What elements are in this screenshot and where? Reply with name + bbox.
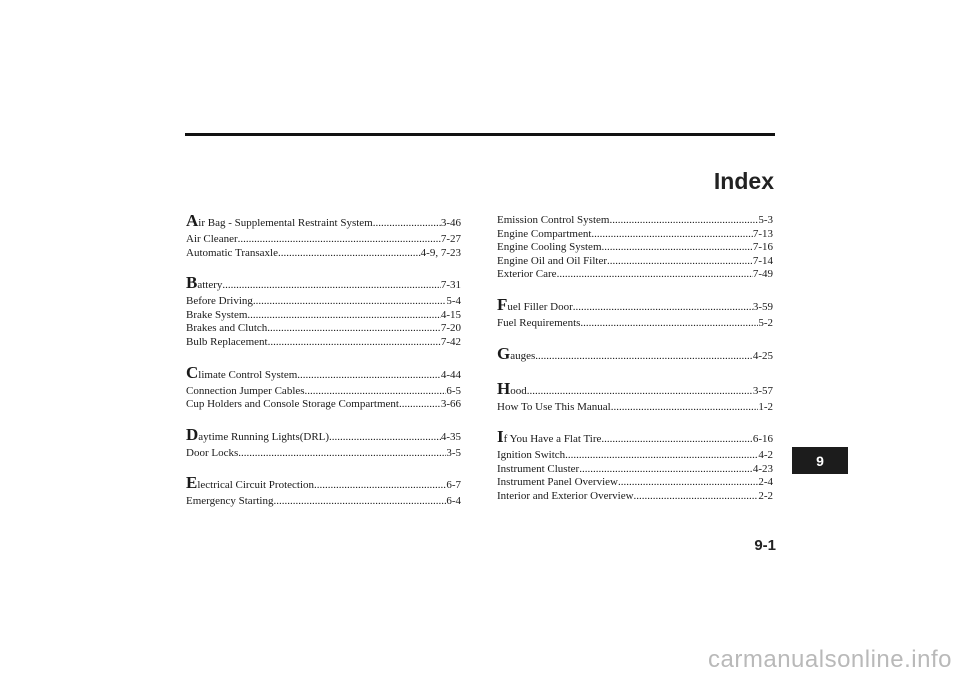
index-entry-page: 5-3: [758, 214, 773, 226]
index-entry-text: ood: [510, 384, 527, 397]
index-entry-text: How To Use This Manual: [497, 400, 611, 413]
page-number: 9-1: [754, 537, 776, 554]
index-entry-page: 4-15: [440, 308, 461, 321]
index-entry-text: Emission Control System: [497, 214, 610, 226]
index-group: [497, 427, 773, 503]
leader-dots: [611, 401, 759, 415]
index-group: [497, 343, 773, 366]
index-entry-page: 4-25: [752, 349, 773, 362]
index-entry-page: 7-49: [752, 268, 773, 281]
index-letter: D: [186, 424, 199, 444]
index-group: [497, 214, 773, 282]
index-entry-label: [497, 463, 579, 477]
watermark-text: carmanualsonline.info: [708, 646, 952, 673]
index-entry-label: [497, 343, 536, 366]
index-letter: B: [186, 273, 198, 293]
index-entry-text: Instrument Panel Overview: [497, 476, 618, 489]
index-letter: F: [497, 294, 508, 314]
leader-dots: [273, 495, 446, 509]
index-entry[interactable]: [497, 241, 773, 255]
index-letter: E: [186, 473, 198, 493]
index-entry-page: 6-5: [446, 384, 461, 397]
index-entry-text: Brake System: [186, 308, 248, 321]
index-entry[interactable]: [497, 449, 773, 463]
leader-dots: [268, 336, 441, 350]
index-entry-text: Instrument Cluster: [497, 462, 580, 475]
index-entry[interactable]: [186, 322, 461, 336]
index-entry-label: [497, 228, 591, 242]
leader-dots: [314, 476, 446, 495]
leader-dots: [247, 309, 440, 323]
index-entry[interactable]: [497, 463, 773, 477]
index-entry-label: [186, 295, 253, 309]
index-entry-text: Before Driving: [186, 295, 253, 308]
index-entry[interactable]: [186, 247, 461, 261]
leader-dots: [253, 295, 446, 309]
index-entry[interactable]: [186, 295, 461, 309]
index-entry-label: [186, 322, 267, 336]
index-entry-label: [497, 214, 609, 228]
leader-dots: [601, 430, 752, 449]
index-entry-page: 3-59: [752, 300, 773, 313]
index-entry-page: 5-4: [446, 295, 461, 308]
index-entry-text: ir Bag - Supplemental Restraint System: [198, 217, 373, 229]
index-entry-label: [186, 336, 268, 350]
index-entry-text: Engine Compartment: [497, 227, 592, 240]
index-entry[interactable]: [186, 233, 461, 247]
leader-dots: [634, 490, 759, 504]
index-entry[interactable]: [186, 447, 461, 461]
leader-dots: [329, 428, 441, 447]
index-entry-page: 7-42: [440, 335, 461, 348]
index-entry-label: [186, 424, 330, 447]
leader-dots: [305, 385, 447, 399]
index-entry-label: [186, 398, 399, 412]
index-entry-label: [497, 401, 611, 415]
index-entry-label: [497, 490, 634, 504]
leader-dots: [238, 233, 441, 247]
index-entry-text: Interior and Exterior Overview: [497, 489, 634, 502]
leader-dots: [238, 447, 446, 461]
index-entry-label: [186, 362, 298, 385]
leader-dots: [278, 247, 421, 261]
index-entry-text: lectrical Circuit Protection: [197, 479, 315, 492]
index-entry[interactable]: [497, 268, 773, 282]
index-entry[interactable]: [186, 398, 461, 412]
leader-dots: [591, 228, 752, 242]
index-letter: C: [186, 362, 199, 382]
index-entry-page: 1-2: [758, 400, 773, 413]
index-entry-label: [497, 268, 557, 282]
index-entry[interactable]: [497, 228, 773, 242]
index-entry-label: [186, 211, 373, 233]
leader-dots: [399, 398, 441, 412]
index-letter: H: [497, 378, 511, 398]
index-entry-page: 4-9, 7-23: [420, 246, 461, 259]
index-entry-label: [497, 255, 607, 269]
index-entry-text: Bulb Replacement: [186, 335, 268, 348]
index-entry-page: 7-13: [752, 227, 773, 240]
index-entry[interactable]: [497, 401, 773, 415]
leader-dots: [602, 241, 753, 255]
index-entry-page: 7-27: [440, 233, 461, 245]
index-entry-text: Connection Jumper Cables: [186, 384, 305, 397]
index-entry-label: [497, 317, 580, 331]
index-entry-text: Engine Oil and Oil Filter: [497, 254, 607, 267]
index-entry-page: 4-2: [758, 449, 773, 462]
index-entry-page: 7-14: [752, 254, 773, 267]
index-entry-text: Exterior Care: [497, 268, 557, 281]
leader-dots: [373, 214, 441, 233]
leader-dots: [609, 214, 758, 228]
index-entry-page: 3-57: [752, 384, 773, 397]
index-entry-page: 5-2: [758, 316, 773, 329]
index-group: [186, 424, 461, 461]
leader-dots: [267, 322, 441, 336]
index-entry[interactable]: [497, 214, 773, 228]
index-entry[interactable]: [186, 273, 461, 295]
index-entry-label: [186, 495, 273, 509]
index-letter: G: [497, 343, 511, 363]
index-group: [186, 273, 461, 349]
leader-dots: [579, 463, 753, 477]
index-entry[interactable]: [497, 476, 773, 490]
index-entry-text: Engine Cooling System: [497, 241, 602, 254]
page-title: Index: [713, 168, 774, 194]
index-entry[interactable]: [186, 362, 461, 385]
index-entry-page: 3-5: [446, 446, 461, 459]
index-column-right: [497, 214, 773, 520]
leader-dots: [557, 268, 753, 282]
index-entry-label: [497, 294, 573, 317]
index-entry-page: 4-44: [440, 368, 461, 381]
index-entry-page: 6-16: [752, 433, 773, 446]
index-entry-page: 7-16: [752, 241, 773, 254]
index-group: [497, 294, 773, 331]
index-entry-label: [497, 476, 618, 490]
index-entry[interactable]: [497, 490, 773, 504]
index-entry-text: attery: [197, 279, 223, 292]
index-entry-label: [186, 309, 247, 323]
leader-dots: [222, 276, 440, 295]
header-rule: [185, 133, 775, 136]
index-entry[interactable]: [186, 336, 461, 350]
index-entry-label: [186, 247, 278, 261]
index-entry-label: [497, 241, 602, 255]
index-letter: I: [497, 427, 504, 447]
index-entry-text: limate Control System: [198, 368, 298, 381]
index-group: [186, 473, 461, 509]
index-group: [497, 378, 773, 415]
index-entry[interactable]: [186, 385, 461, 399]
index-entry-text: Ignition Switch: [497, 449, 566, 462]
index-entry[interactable]: [497, 317, 773, 331]
index-entry-text: Door Locks: [186, 446, 239, 459]
index-entry[interactable]: [497, 427, 773, 449]
index-entry-label: [497, 378, 527, 401]
leader-dots: [573, 298, 753, 317]
index-entry-page: 7-20: [440, 322, 461, 335]
index-entry-label: [497, 427, 602, 449]
leader-dots: [565, 449, 758, 463]
index-entry-page: 3-66: [440, 398, 461, 411]
chapter-tab[interactable]: 9: [792, 447, 848, 474]
leader-dots: [535, 347, 753, 366]
index-entry[interactable]: [186, 495, 461, 509]
index-entry-text: Cup Holders and Console Storage Compartment: [186, 398, 399, 411]
leader-dots: [580, 317, 758, 331]
leader-dots: [607, 255, 753, 269]
index-entry-label: [186, 447, 238, 461]
index-entry-label: [186, 473, 315, 495]
index-entry-text: Emergency Starting: [186, 495, 274, 508]
index-entry-page: 3-46: [440, 217, 461, 229]
index-entry[interactable]: [186, 424, 461, 447]
index-entry-text: Air Cleaner: [186, 233, 238, 245]
index-entry[interactable]: [186, 211, 461, 233]
index-group: [186, 362, 461, 412]
index-entry-text: aytime Running Lights(DRL): [198, 430, 330, 443]
index-entry-page: 2-2: [758, 489, 773, 502]
index-entry[interactable]: [186, 309, 461, 323]
index-entry-label: [497, 449, 565, 463]
index-entry-text: f You Have a Flat Tire: [503, 433, 602, 446]
index-entry-page: 6-7: [446, 479, 461, 492]
index-entry-label: [186, 385, 305, 399]
index-entry-label: [186, 273, 223, 295]
index-column-left: [186, 211, 461, 525]
index-entry[interactable]: [497, 255, 773, 269]
index-entry-text: Fuel Requirements: [497, 316, 581, 329]
index-entry-page: 4-23: [752, 462, 773, 475]
index-entry-page: 6-4: [446, 495, 461, 508]
index-entry-text: auges: [510, 349, 536, 362]
leader-dots: [297, 366, 441, 385]
index-entry-label: [186, 233, 238, 247]
index-entry-text: Brakes and Clutch: [186, 322, 268, 335]
leader-dots: [527, 382, 753, 401]
leader-dots: [618, 476, 758, 490]
index-group: [186, 211, 461, 260]
index-entry[interactable]: [186, 473, 461, 495]
index-entry[interactable]: [497, 343, 773, 366]
index-entry-page: 7-31: [440, 279, 461, 292]
index-entry-page: 4-35: [440, 430, 461, 443]
index-entry[interactable]: [497, 294, 773, 317]
index-entry-page: 2-4: [758, 476, 773, 489]
index-entry-text: Automatic Transaxle: [186, 246, 278, 259]
index-letter: A: [186, 211, 199, 230]
index-entry-text: uel Filler Door: [507, 300, 573, 313]
index-entry[interactable]: [497, 378, 773, 401]
